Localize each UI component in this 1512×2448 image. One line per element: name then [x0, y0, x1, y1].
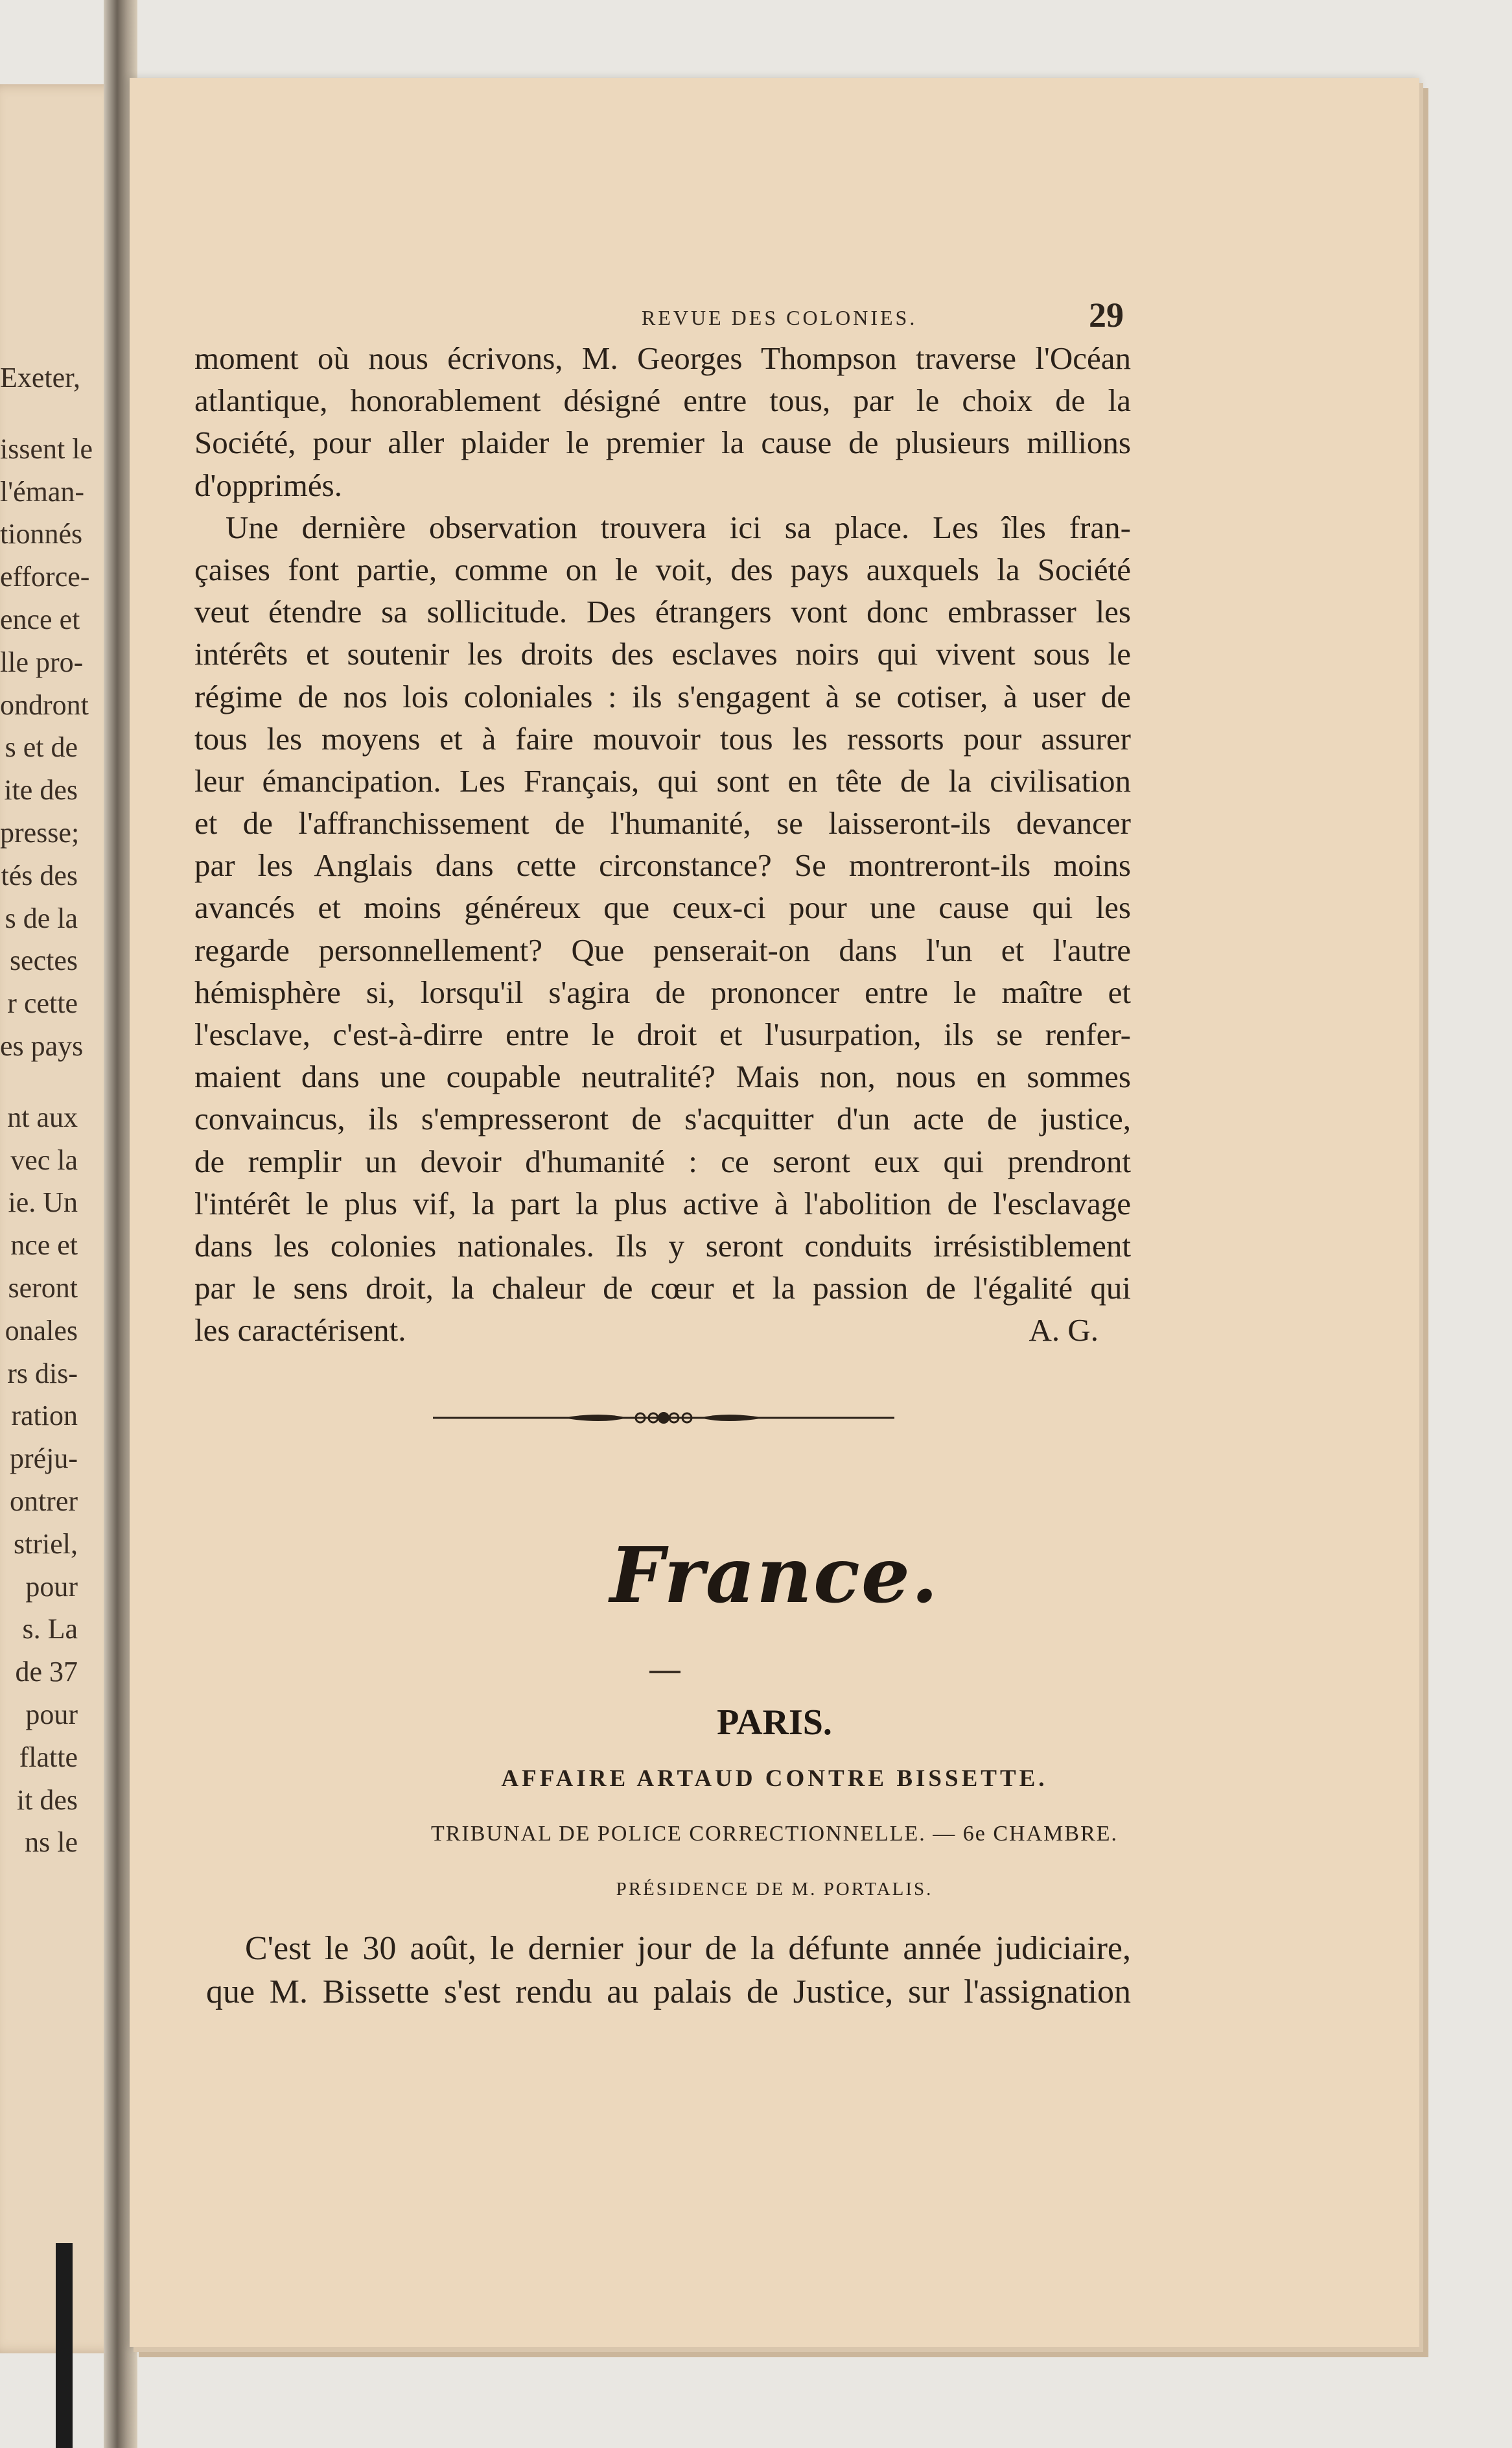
left-fragment-line: ite des: [4, 774, 78, 806]
left-fragment-line: presse;: [0, 816, 80, 849]
left-fragment-line: pour: [25, 1570, 78, 1603]
text-line: maient dans une coupable neutralité? Mais non, nous en sommes: [194, 1059, 1131, 1095]
city-heading: PARIS.: [717, 1702, 832, 1743]
ornamental-divider: [433, 1408, 894, 1428]
right-page: [130, 78, 1419, 2347]
left-fragment-line: it des: [16, 1783, 78, 1816]
left-fragment-line: lle pro-: [0, 646, 84, 678]
text-line: et de l'affranchissement de l'humanité, se laisseront-ils devancer: [194, 805, 1131, 842]
text-line: Société, pour aller plaider le premier la cause de plusieurs millions: [194, 425, 1131, 461]
left-fragment-line: efforce-: [0, 561, 90, 593]
left-fragment-line: seront: [8, 1271, 78, 1304]
left-fragment-line: flatte: [19, 1741, 78, 1773]
left-fragment-line: ns le: [25, 1826, 78, 1859]
tribunal-heading: TRIBUNAL DE POLICE CORRECTIONNELLE. — 6e CHAMBRE.: [430, 1822, 1119, 1846]
text-line: de remplir un devoir d'humanité : ce seront eux qui prendront: [194, 1143, 1131, 1179]
case-heading: AFFAIRE ARTAUD CONTRE BISSETTE.: [501, 1765, 1048, 1792]
text-line: moment où nous écrivons, M. Georges Thompson traverse l'Océan: [194, 340, 1131, 376]
short-rule: [649, 1671, 680, 1673]
left-fragment-line: ence et: [0, 603, 80, 635]
left-fragment-line: striel,: [14, 1527, 78, 1560]
text-line: Une dernière observation trouvera ici sa place. Les îles fran-: [226, 509, 1131, 545]
presidence-heading: PRÉSIDENCE DE M. PORTALIS.: [616, 1879, 933, 1900]
left-fragment-line: ondront: [0, 688, 89, 721]
left-fragment-line: es pays: [0, 1030, 84, 1062]
left-fragment-line: tés des: [1, 859, 78, 891]
left-fragment-line: s. La: [22, 1613, 78, 1645]
text-line: dans les colonies nationales. Ils y seront conduits irrésistiblement: [194, 1227, 1131, 1264]
left-fragment-line: issent le: [0, 432, 93, 465]
text-line: l'intérêt le plus vif, la part la plus active à l'abolition de l'esclavage: [194, 1185, 1131, 1221]
text-line: atlantique, honorablement désigné entre tous, par le choix de la: [194, 383, 1131, 419]
section-title: France.: [609, 1530, 940, 1620]
text-line: l'esclave, c'est-à-dirre entre le droit et l'usurpation, ils se renfer-: [194, 1017, 1131, 1052]
body-text: [194, 337, 1131, 1352]
left-fragment-line: pour: [25, 1698, 78, 1730]
left-fragment-line: r cette: [7, 987, 78, 1020]
text-line: par les Anglais dans cette circonstance? Se montreront-ils moins: [194, 847, 1131, 884]
left-fragment-line: s de la: [5, 902, 78, 934]
text-line: C'est le 30 août, le dernier jour de la défunte année judiciaire,: [245, 1930, 1131, 1967]
left-fragment-line: vec la: [10, 1144, 78, 1176]
left-fragment-line: ontrer: [9, 1485, 78, 1517]
text-line: que M. Bissette s'est rendu au palais de Justice, sur l'assignation: [206, 1973, 1131, 2010]
text-line: tous les moyens et à faire mouvoir tous les ressorts pour assurer: [194, 720, 1131, 757]
left-fragment-line: de 37: [15, 1656, 78, 1688]
text-line: leur émancipation. Les Français, qui sont en tête de la civilisation: [194, 762, 1131, 799]
signature: A. G.: [1029, 1312, 1099, 1348]
left-fragment-line: s et de: [5, 731, 78, 764]
left-fragment-line: sectes: [9, 945, 78, 977]
left-fragment-line: nce et: [10, 1229, 78, 1262]
text-line: régime de nos lois coloniales : ils s'engagent à se cotiser, à user de: [194, 678, 1131, 714]
text-line: hémisphère si, lorsqu'il s'agira de prononcer entre le maître et: [194, 974, 1131, 1010]
left-fragment-line: ration: [11, 1400, 78, 1432]
text-line: d'opprimés.: [194, 467, 342, 503]
text-line: intérêts et soutenir les droits des esclaves noirs qui vivent sous le: [194, 636, 1131, 672]
left-fragment-line: nt aux: [7, 1101, 78, 1133]
text-line: avancés et moins généreux que ceux-ci pour une cause qui les: [194, 889, 1131, 926]
text-line: regarde personnellement? Que penserait-on dans l'un et l'autre: [194, 932, 1131, 968]
text-line: çaises font partie, comme on le voit, des pays auxquels la Société: [194, 551, 1131, 587]
bookmark-ribbon: [56, 2243, 73, 2448]
left-fragment-line: Exeter,: [0, 362, 81, 394]
text-line: par le sens droit, la chaleur de cœur et la passion de l'égalité qui: [194, 1270, 1131, 1306]
text-line-with-signature: [194, 1309, 1131, 1351]
left-page-text-fragments: [0, 357, 93, 1864]
left-fragment-line: rs dis-: [7, 1357, 78, 1389]
page-number: 29: [1089, 296, 1124, 335]
running-head: REVUE DES COLONIES.: [642, 306, 918, 329]
text-line: les caractérisent.: [194, 1312, 406, 1348]
article-text: [206, 1927, 1131, 2014]
left-fragment-line: onales: [5, 1314, 78, 1347]
left-fragment-line: préju-: [9, 1442, 78, 1475]
left-fragment-line: tionnés: [0, 518, 83, 550]
text-line: veut étendre sa sollicitude. Des étrangers vont donc embrasser les: [194, 594, 1131, 630]
left-fragment-line: ie. Un: [8, 1186, 78, 1219]
text-line: convaincus, ils s'empresseront de s'acquitter d'un acte de justice,: [194, 1101, 1131, 1137]
left-fragment-line: l'éman-: [0, 475, 85, 508]
